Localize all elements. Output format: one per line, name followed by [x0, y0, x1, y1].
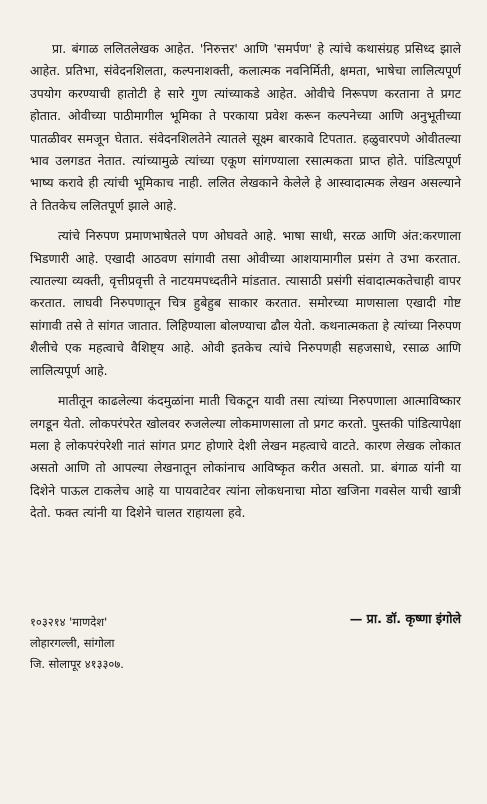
address-line-3: जि. सोलापूर ४१३३०७.	[30, 657, 124, 671]
paragraph-2: त्यांचे निरुपण प्रमाणभाषेतले पण ओघवते आहे. भाषा साधी, सरळ आणि अंत:करणाला भिडणारी आहे. एखादी आठवण सांगावी तसा ओवीच्या आशयामागील प्रसंग ते उभा करतात. त्यातल्या व्यक्ती, वृत्तीप्रवृत्ती ते नाटयमपध्दतीने मांडतात. त्यासाठी प्रसंगी संवादात्मकतेचाही वापर करतात. लाघवी निरुपणातून चित्र हुबेहुब साकार करतात. समोरच्या माणसाला एखादी गोष्ट सांगावी तसे ते सांगत जातात. लिहिण्याला बोलण्याचा ढौल येतो. कथनात्मकता हे त्यांच्या निरुपण शैलीचे एक महत्वाचे वैशिष्ट्य आहे. ओवी इतकेच त्यांचे निरुपणही सहजसाधे, रसाळ आणि लालित्यपूर्ण आहे.	[30, 228, 461, 378]
author-name: — प्रा. डॉ. कृष्णा इंगोले	[349, 611, 461, 626]
paragraph-1: प्रा. बंगाळ ललितलेखक आहेत. 'निरुत्तर' आणि 'समर्पण' हे त्यांचे कथासंग्रह प्रसिध्द झाले आहेत. प्रतिभा, संवेदनशिलता, कल्पनाशक्ती, कलात्मक नवनिर्मिती, क्षमता, भाषेचा लालित्यपूर्ण उपयोग करण्याची हातोटी हे सारे गुण त्यांच्याकडे आहेत. ओवीचे निरूपण करताना ते प्रगट होतात. ओवीच्या पाठीमागील भूमिका ते परकाया प्रवेश करून कल्पनेच्या आणि अनुभूतीच्या पातळीवर समजून घेतात. संवेदनशिलतेने त्यातले सूक्ष्म बारकावे टिपतात. हळुवारपणे ओवीतल्या भाव उलगडत नेतात. त्यांच्यामुळे त्यांच्या एकूण सांगण्याला रसात्मकता प्राप्त होते. पांडित्यपूर्ण भाष्य करावे ही त्यांची भूमिकाच नाही. ललित लेखकाने केलेले हे आस्वादात्मक लेखन असल्याने ते तितकेच ललितपूर्ण झाले आहे.	[30, 41, 461, 213]
address-line-2: लोहारगल्ली, सांगोला	[30, 636, 115, 650]
body-text	[30, 38, 461, 525]
paragraph-3: मातीतून काढलेल्या कंदमुळांना माती चिकटून यावी तसा त्यांच्या निरुपणाला आत्माविष्कार लगडून येतो. लोकपरंपरेत खोलवर रुजलेल्या लोकमाणसाला तो प्रगट करतो. पुस्तकी पांडित्यापेक्षा मला हे लोकपरंपरेशी नातं सांगत प्रगट होणारे देशी लेखन महत्वाचे वाटते. कारण लेखक लोकात असतो आणि तो आपल्या लेखनातून लोकांनाच आविष्कृत करीत असतो. प्रा. बंगाळ यांनी या दिशेने पाऊल टाकलेच आहे या पायवाटेवर त्यांना लोकधनाचा मोठा खजिना गवसेल याची खात्री देतो. फक्त त्यांनी या दिशेने चालत राहायला हवे.	[30, 393, 461, 521]
signature-block	[30, 612, 461, 675]
address-line-1: १०३२१४ 'माणदेश'	[30, 615, 108, 629]
